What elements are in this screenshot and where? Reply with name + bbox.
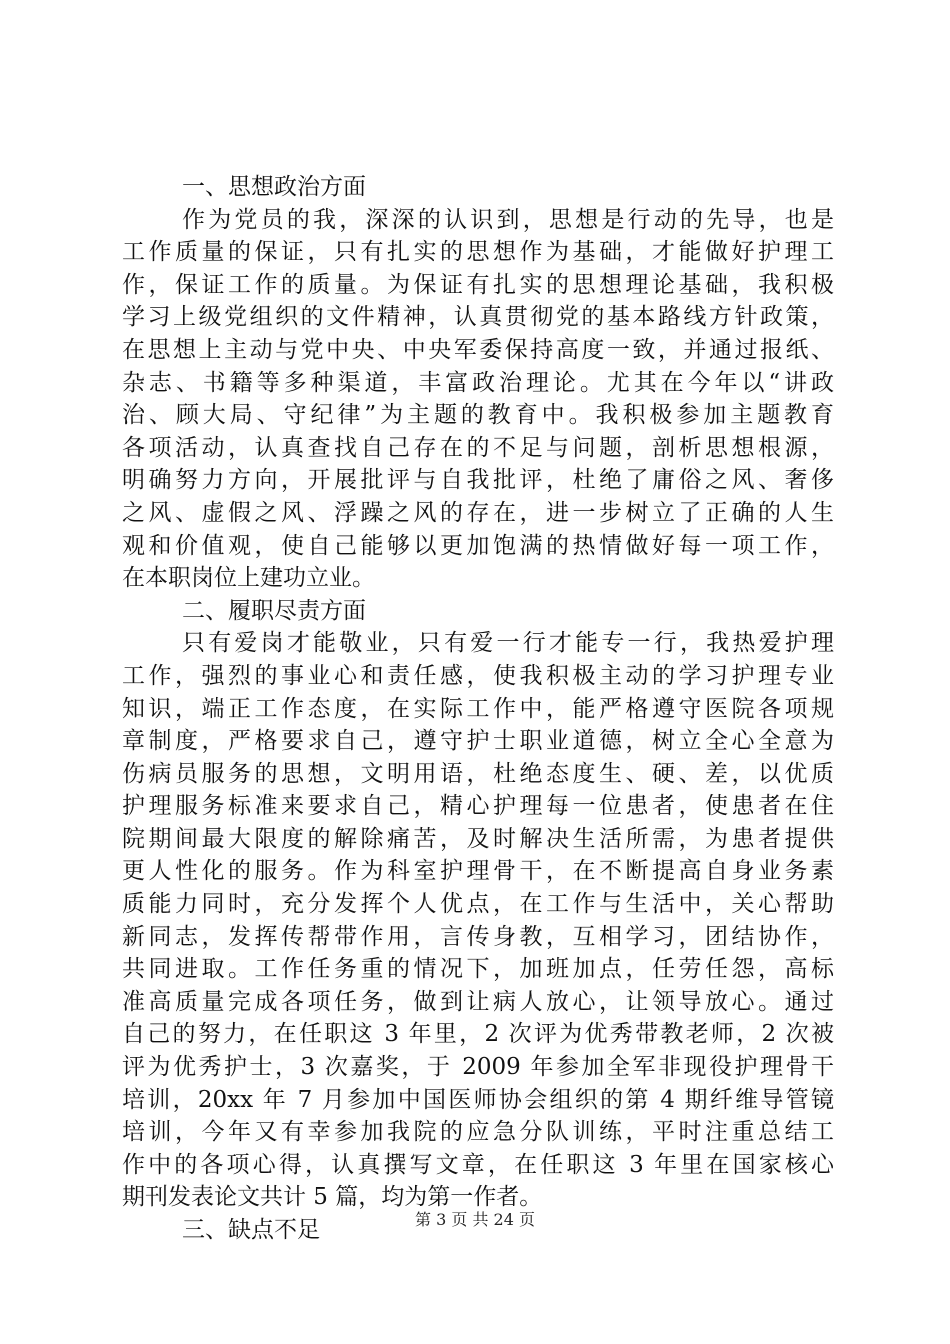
paragraph-line: 自己的努力，在任职这 3 年里，2 次评为优秀带教老师，2 次被	[122, 1021, 834, 1048]
paragraph-line: 在本职岗位上建功立业。	[122, 565, 375, 592]
paragraph-line: 培训，今年又有幸参加我院的应急分队训练，平时注重总结工	[122, 1119, 834, 1146]
paragraph-line: 评为优秀护士，3 次嘉奖，于 2009 年参加全军非现役护理骨干	[122, 1054, 834, 1081]
page-footer: 第 3 页 共 24 页	[415, 1210, 535, 1229]
paragraph-line: 章制度，严格要求自己，遵守护士职业道德，树立全心全意为	[122, 728, 834, 755]
paragraph-line: 治、顾大局、守纪律”为主题的教育中。我积极参加主题教育	[122, 402, 834, 429]
paragraph-line: 各项活动，认真查找自己存在的不足与问题，剖析思想根源，	[122, 434, 834, 461]
paragraph-line: 护理服务标准来要求自己，精心护理每一位患者，使患者在住	[122, 793, 834, 820]
paragraph-line: 共同进取。工作任务重的情况下，加班加点，任劳任怨，高标	[122, 956, 834, 983]
paragraph-line: 杂志、书籍等多种渠道，丰富政治理论。尤其在今年以“讲政	[122, 369, 834, 396]
paragraph-line: 知识，端正工作态度，在实际工作中，能严格遵守医院各项规	[122, 695, 834, 722]
paragraph-line: 工作质量的保证，只有扎实的思想作为基础，才能做好护理工	[122, 239, 834, 266]
paragraph-line: 作，保证工作的质量。为保证有扎实的思想理论基础，我积极	[122, 271, 834, 298]
section-heading: 二、履职尽责方面	[182, 597, 366, 624]
section-heading: 三、缺点不足	[182, 1217, 320, 1243]
paragraph-line: 更人性化的服务。作为科室护理骨干，在不断提高自身业务素	[122, 858, 834, 885]
paragraph-line: 培训，20xx 年 7 月参加中国医师协会组织的第 4 期纤维导管镜	[122, 1086, 834, 1113]
section-heading: 一、思想政治方面	[182, 174, 366, 200]
document-body	[122, 171, 834, 1247]
paragraph-line: 在思想上主动与党中央、中央军委保持高度一致，并通过报纸、	[122, 336, 834, 363]
paragraph-line: 期刊发表论文共计 5 篇，均为第一作者。	[122, 1184, 543, 1211]
paragraph-line: 学习上级党组织的文件精神，认真贯彻党的基本路线方针政策，	[122, 304, 834, 331]
paragraph-line: 伤病员服务的思想，文明用语，杜绝态度生、硬、差，以优质	[122, 760, 834, 787]
paragraph-line: 作为党员的我，深深的认识到，思想是行动的先导，也是	[182, 206, 834, 233]
paragraph-line: 明确努力方向，开展批评与自我批评，杜绝了庸俗之风、奢侈	[122, 467, 834, 494]
paragraph-line: 观和价值观，使自己能够以更加饱满的热情做好每一项工作，	[122, 532, 834, 559]
paragraph-line: 只有爱岗才能敬业，只有爱一行才能专一行，我热爱护理	[182, 630, 834, 657]
paragraph-line: 新同志，发挥传帮带作用，言传身教，互相学习，团结协作，	[122, 923, 834, 950]
paragraph-line: 作中的各项心得，认真撰写文章，在任职这 3 年里在国家核心	[122, 1151, 834, 1178]
paragraph-line: 准高质量完成各项任务，做到让病人放心，让领导放心。通过	[122, 988, 834, 1015]
paragraph-line: 质能力同时，充分发挥个人优点，在工作与生活中，关心帮助	[122, 891, 834, 918]
paragraph-line: 工作，强烈的事业心和责任感，使我积极主动的学习护理专业	[122, 662, 834, 689]
paragraph-line: 之风、虚假之风、浮躁之风的存在，进一步树立了正确的人生	[122, 499, 834, 526]
paragraph-line: 院期间最大限度的解除痛苦，及时解决生活所需，为患者提供	[122, 825, 834, 852]
